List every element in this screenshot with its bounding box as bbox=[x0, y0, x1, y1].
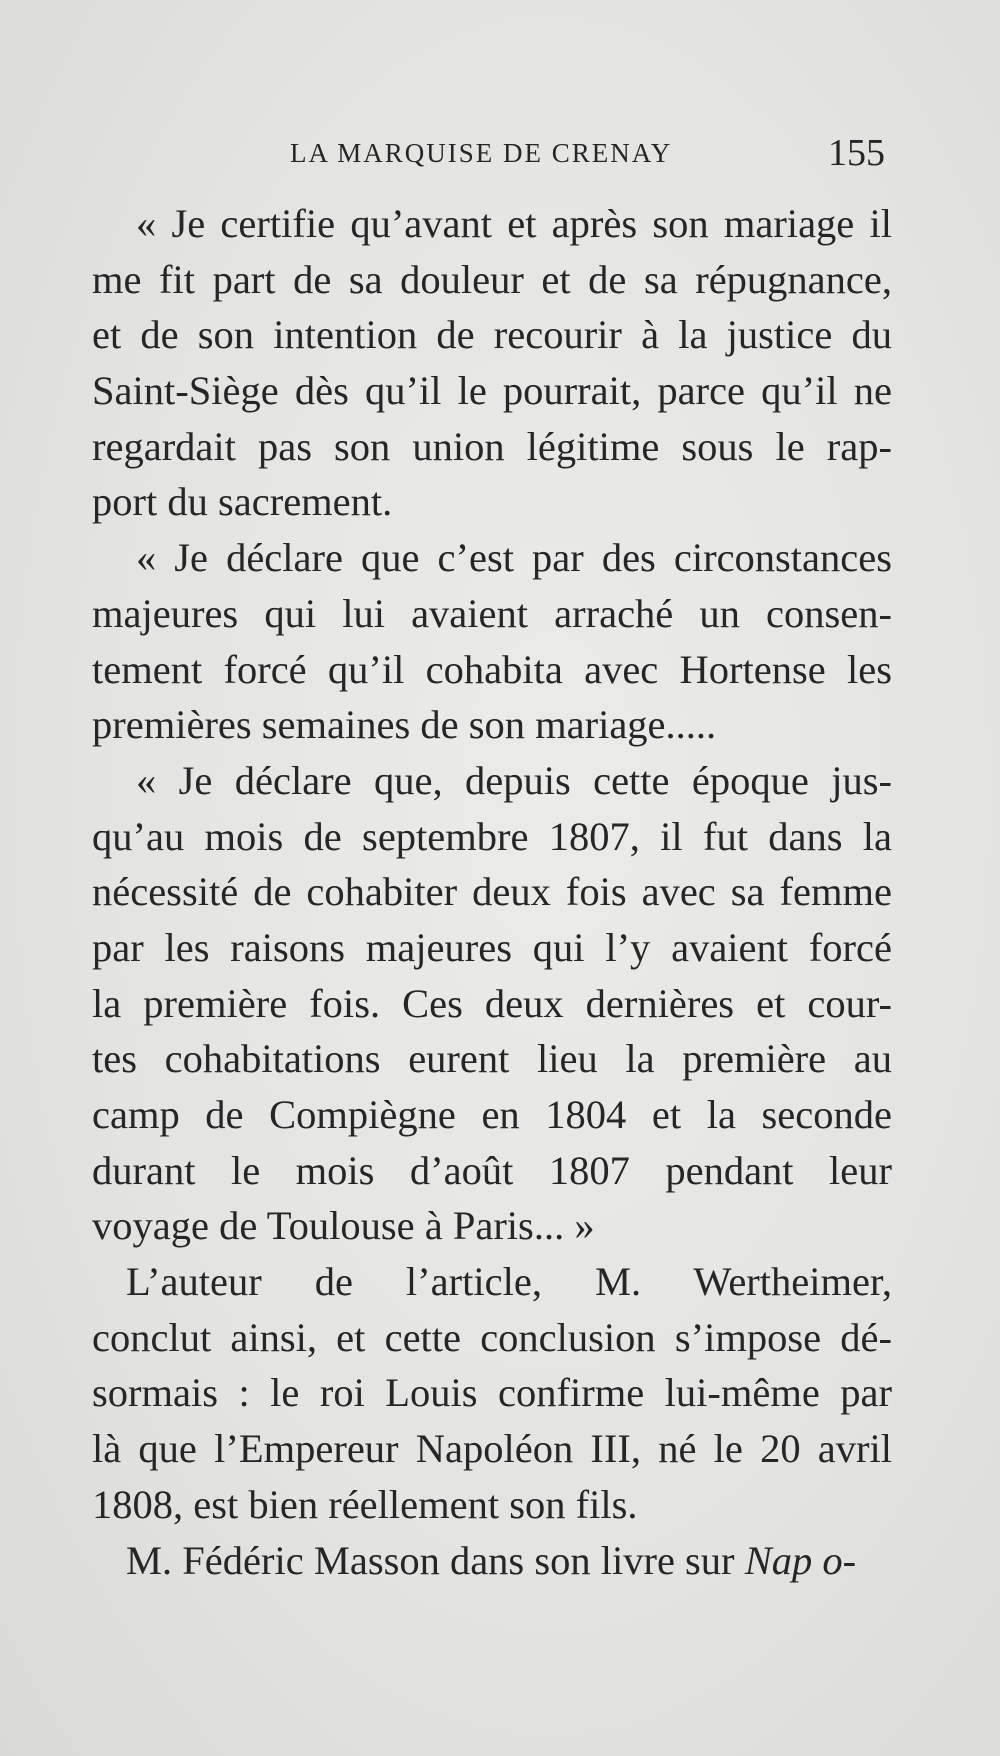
text-line: « Je déclare que c’est par des circonstances bbox=[136, 535, 892, 581]
text-line: regardait pas son union légitime sous le rap- bbox=[92, 423, 892, 469]
text-line: durant le mois d’août 1807 pendant leur bbox=[92, 1147, 892, 1193]
text-line: L’auteur de l’article, M. Wertheimer, bbox=[126, 1259, 892, 1305]
text-line: qu’au mois de septembre 1807, il fut dans la bbox=[92, 813, 892, 859]
text-line-last bbox=[92, 1533, 892, 1589]
running-head: LA MARQUISE DE CRENAY bbox=[290, 138, 673, 168]
text-line: majeures qui lui avaient arraché un consen- bbox=[92, 590, 892, 636]
text-line: nécessité de cohabiter deux fois avec sa femme bbox=[92, 869, 892, 915]
text-line: sormais : le roi Louis confirme lui-même par bbox=[92, 1370, 892, 1416]
text-line: par les raisons majeures qui l’y avaient forcé bbox=[92, 924, 892, 970]
text-line: et de son intention de recourir à la justice du bbox=[92, 312, 892, 358]
text-line-last-roman: M. Fédéric Masson dans son livre sur bbox=[126, 1537, 735, 1583]
text-line: me fit part de sa douleur et de sa répugnance, bbox=[92, 256, 892, 302]
text-line: là que l’Empereur Napoléon III, né le 20 avril bbox=[92, 1426, 892, 1472]
text-line: la première fois. Ces deux dernières et cour- bbox=[92, 980, 892, 1026]
text-line: Saint-Siège dès qu’il le pourrait, parce qu’il ne bbox=[92, 368, 892, 414]
text-line: tes cohabitations eurent lieu la première au bbox=[92, 1036, 892, 1082]
text-line: camp de Compiègne en 1804 et la seconde bbox=[92, 1092, 892, 1137]
text-line: voyage de Toulouse à Paris... » bbox=[92, 1203, 595, 1249]
text-line: « Je certifie qu’avant et après son mariage il bbox=[136, 201, 892, 246]
text-line: premières semaines de son mariage..... bbox=[92, 702, 717, 748]
text-line: port du sacrement. bbox=[92, 479, 393, 525]
text-line: conclut ainsi, et cette conclusion s’impose dé- bbox=[92, 1314, 892, 1360]
text-line: tement forcé qu’il cohabita avec Hortense les bbox=[92, 646, 892, 692]
body-text bbox=[92, 196, 892, 1588]
text-line: « Je déclare que, depuis cette époque jus- bbox=[136, 757, 892, 803]
text-line-last-italic: Nap o- bbox=[744, 1537, 857, 1583]
text-line: 1808, est bien réellement son fils. bbox=[92, 1481, 638, 1527]
page-number: 155 bbox=[828, 132, 885, 174]
